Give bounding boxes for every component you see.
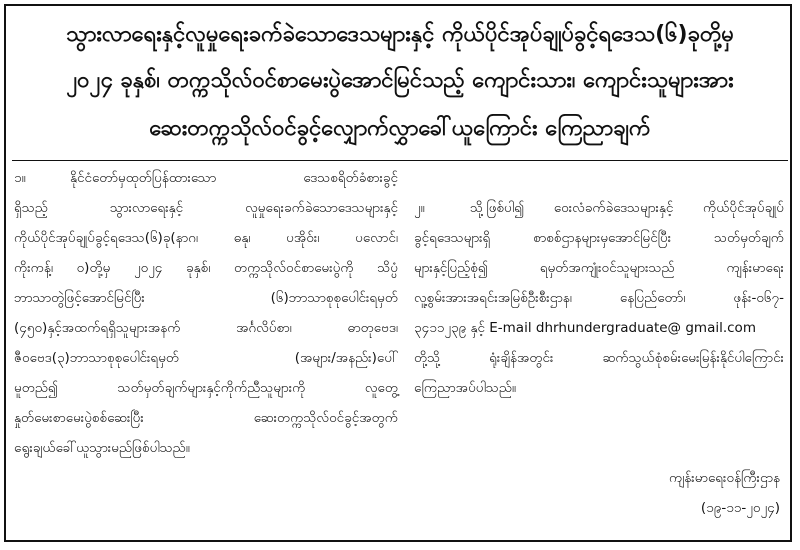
- para2-line: များနှင့်ပြည့်စုံ၍ ရမှတ်အကျုံးဝင်သူများသည် ကျန်းမာရေး: [414, 260, 784, 276]
- para2-number: ၂။: [414, 200, 425, 216]
- signature-date: (၁၉-၁၁-၂၀၂၄): [700, 500, 780, 516]
- para1-line: ကိုယ်ပိုင်အုပ်ချုပ်ခွင့်ရဒေသ(၆)ခု(နာဂ၊ ဓနု၊ ပအိုဝ်း၊ ပလောင်၊: [14, 230, 398, 246]
- phone-text: ၃၄၁၁၂၃၉ နှင့်: [414, 320, 485, 336]
- para1-line-text: နိုင်ငံတော်မှထုတ်ပြန်ထားသော ဒေသစရိတ်ခံစားခွင့်: [70, 170, 398, 186]
- email-label: E-mail: [489, 320, 532, 336]
- para1-line: နှုတ်မေးစာမေးပွဲစစ်ဆေးပြီး ဆေးတက္ကသိုလ်ဝင်ခွင့်အတွက်: [14, 410, 398, 426]
- heading-divider: [12, 160, 788, 161]
- para2-line: တို့သို့ ရုံးချိန်အတွင်း ဆက်သွယ်စုံစမ်းမေးမြန်းနိုင်ပါကြောင်း: [414, 350, 784, 366]
- para2-line: [414, 318, 784, 338]
- para2-line: [414, 198, 784, 218]
- para1-number: ၁။: [14, 170, 26, 186]
- heading-line-1: သွားလာရေးနှင့်လူမှုရေးခက်ခဲသောဒေသများနှင့် ကိုယ်ပိုင်အုပ်ချုပ်ခွင့်ရဒေသ(၆)ခုတို့မှ: [66, 22, 734, 47]
- para1-line: ဇီဝဗေဒ(၃)ဘာသာစုစုပေါင်းရမှတ် (အများ/အနည်း)ပေါ်: [14, 350, 398, 366]
- para2-line: ခွင့်ရဒေသများရှိ စာစစ်ဌာနများမှအောင်မြင်ပြီး သတ်မှတ်ချက်: [414, 230, 784, 246]
- heading-line-3: ဆေးတက္ကသိုလ်ဝင်ခွင့်လျှောက်လွှာခေါ်ယူကြောင်း ကြေညာချက်: [149, 116, 651, 141]
- para1-line: (၄၅၀)နှင့်အထက်ရရှိသူများအနက် အင်္ဂလိပ်စာ၊ ဓာတုဗေဒ၊: [14, 320, 398, 336]
- para2-line-text: သို့ဖြစ်ပါ၍ ဝေးလံခက်ခဲဒေသများနှင့် ကိုယ်ပိုင်အုပ်ချုပ်: [470, 200, 784, 216]
- email-address[interactable]: dhrhundergraduate@ gmail.com: [535, 320, 756, 336]
- para1-line: ရွေးချယ်ခေါ်ယူသွားမည်ဖြစ်ပါသည်။: [14, 440, 190, 456]
- para2-line: လူ့စွမ်းအားအရင်းအမြစ်ဦးစီးဌာန၊ နေပြည်တော်၊ ဖုန်း-၀၆၇-: [414, 290, 784, 306]
- para1-line: [14, 168, 398, 188]
- para1-line: ရှိသည့် သွားလာရေးနှင့် လူမှုရေးခက်ခဲသောဒေသများနှင့်: [14, 200, 398, 216]
- heading-line-2: ၂၀၂၄ ခုနှစ်၊ တက္ကသိုလ်ဝင်စာမေးပွဲအောင်မြင်သည့် ကျောင်းသား၊ ကျောင်းသူများအား: [66, 68, 734, 93]
- para2-line: ကြေညာအပ်ပါသည်။: [414, 380, 516, 396]
- signature-department: ကျန်းမာရေးဝန်ကြီးဌာန: [668, 470, 780, 486]
- para1-line: ကိုးကန့်၊ ဝ)တို့မှ ၂၀၂၄ ခုနှစ်၊ တက္ကသိုလ်ဝင်စာမေးပွဲကို သိပ္ပံ: [14, 260, 398, 276]
- para1-line: မူတည်၍ သတ်မှတ်ချက်များနှင့်ကိုက်ညီသူများကို လူတွေ့: [14, 380, 398, 396]
- para1-line: ဘာသာတွဲဖြင့်အောင်မြင်ပြီး (၆)ဘာသာစုစုပေါင်းရမှတ်: [14, 290, 398, 306]
